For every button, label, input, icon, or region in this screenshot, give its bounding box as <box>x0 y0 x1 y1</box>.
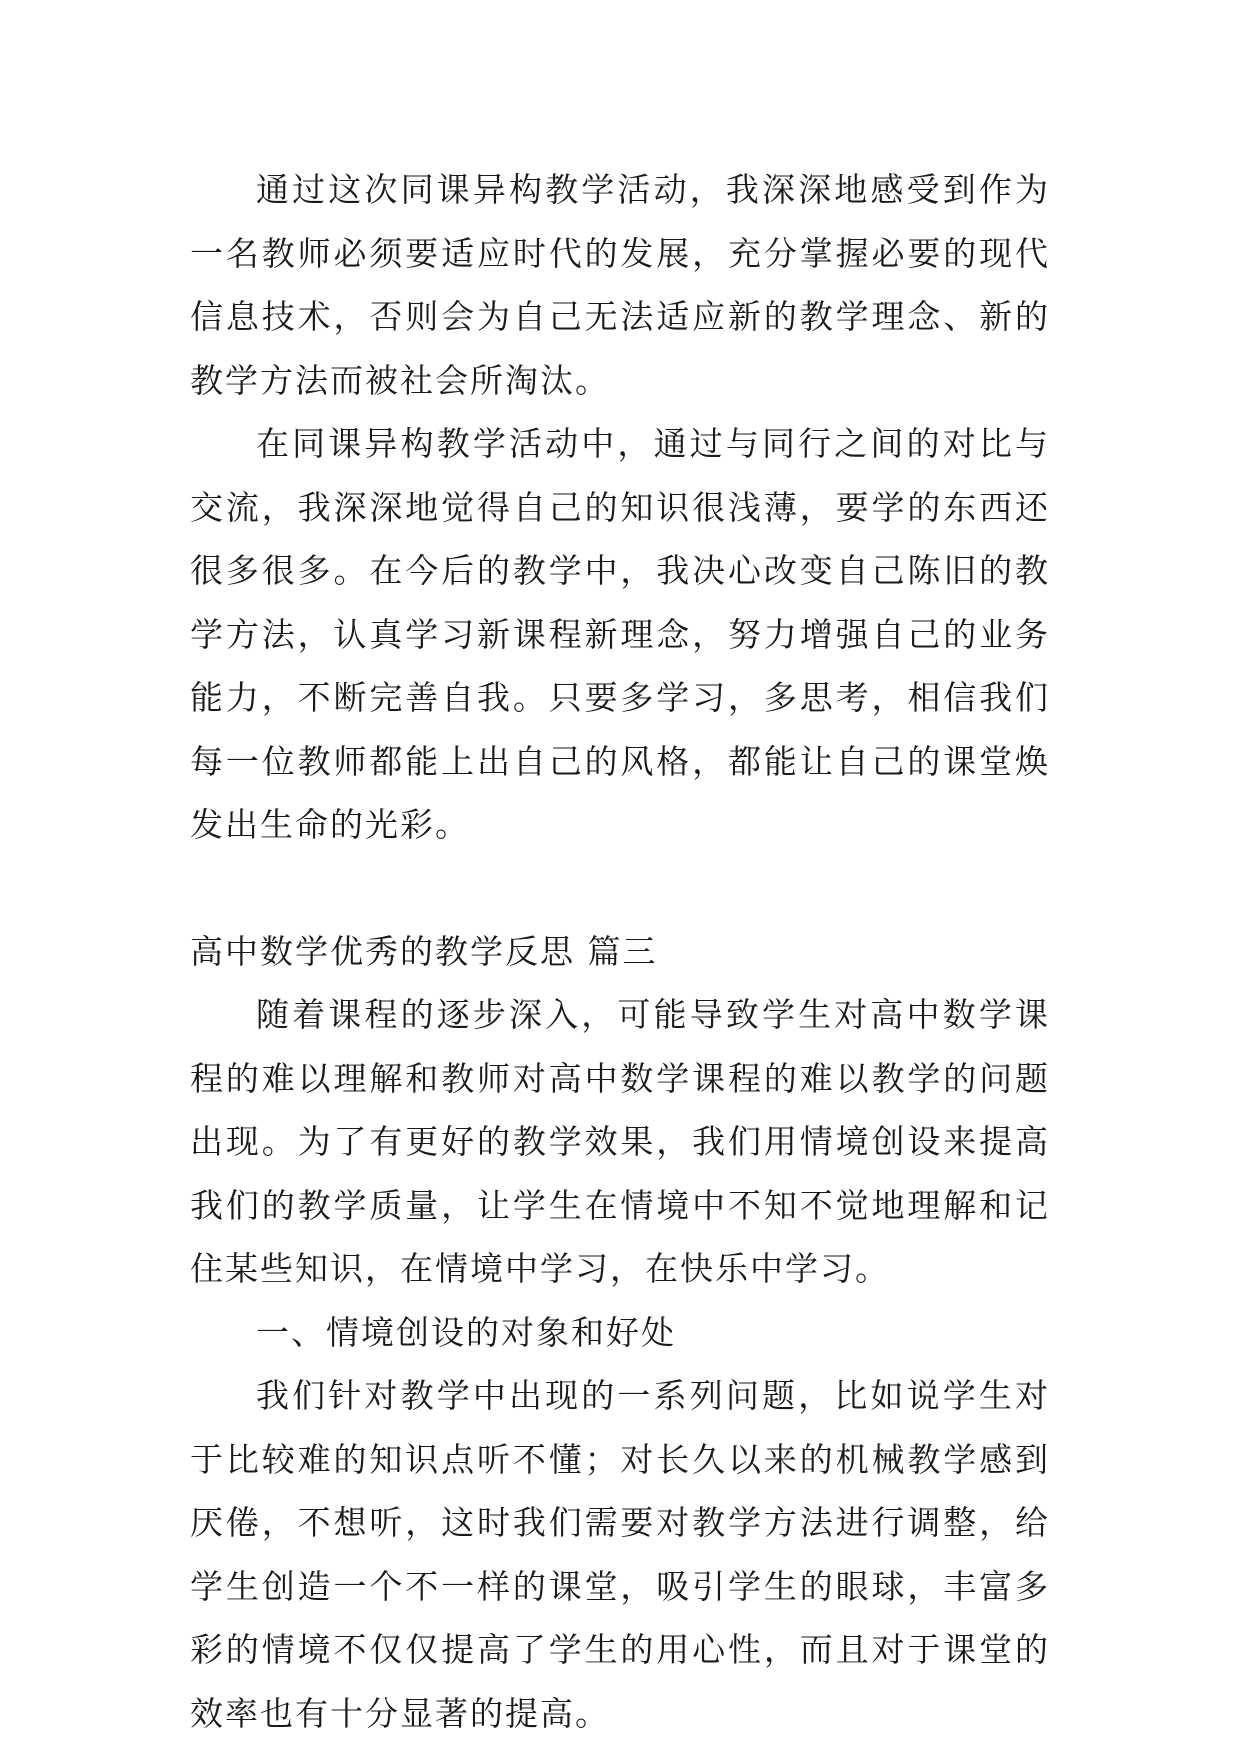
subheading-scenario: 一、情境创设的对象和好处 <box>256 1312 676 1352</box>
document-body <box>190 158 1050 1745</box>
paragraph-reflection-1: 通过这次同课异构教学活动，我深深地感受到作为一名教师必须要适应时代的发展，充分掌握必要的现代信息技术，否则会为自己无法适应新的教学理念、新的教学方法而被社会所淘汰。 <box>190 170 1050 400</box>
paragraph-reflection-2: 在同课异构教学活动中，通过与同行之间的对比与交流，我深深地觉得自己的知识很浅薄，要学的东西还很多很多。在今后的教学中，我决心改变自己陈旧的教学方法，认真学习新课程新理念，努力增强自己的业务能力，不断完善自我。只要多学习，多思考，相信我们每一位教师都能上出自己的风格，都能让自己的课堂焕发出生命的光彩。 <box>190 424 1050 844</box>
paragraph-scenario: 我们针对教学中出现的一系列问题，比如说学生对于比较难的知识点听不懂；对长久以来的机械教学感到厌倦，不想听，这时我们需要对教学方法进行调整，给学生创造一个不一样的课堂，吸引学生的眼球，丰富多彩的情境不仅仅提高了学生的用心性，而且对于课堂的效率也有十分显著的提高。 <box>190 1376 1050 1733</box>
paragraph-intro: 随着课程的逐步深入，可能导致学生对高中数学课程的难以理解和教师对高中数学课程的难以教学的问题出现。为了有更好的教学效果，我们用情境创设来提高我们的教学质量，让学生在情境中不知不觉地理解和记住某些知识，在情境中学习，在快乐中学习。 <box>190 995 1050 1288</box>
section-heading: 高中数学优秀的教学反思 篇三 <box>190 931 658 971</box>
